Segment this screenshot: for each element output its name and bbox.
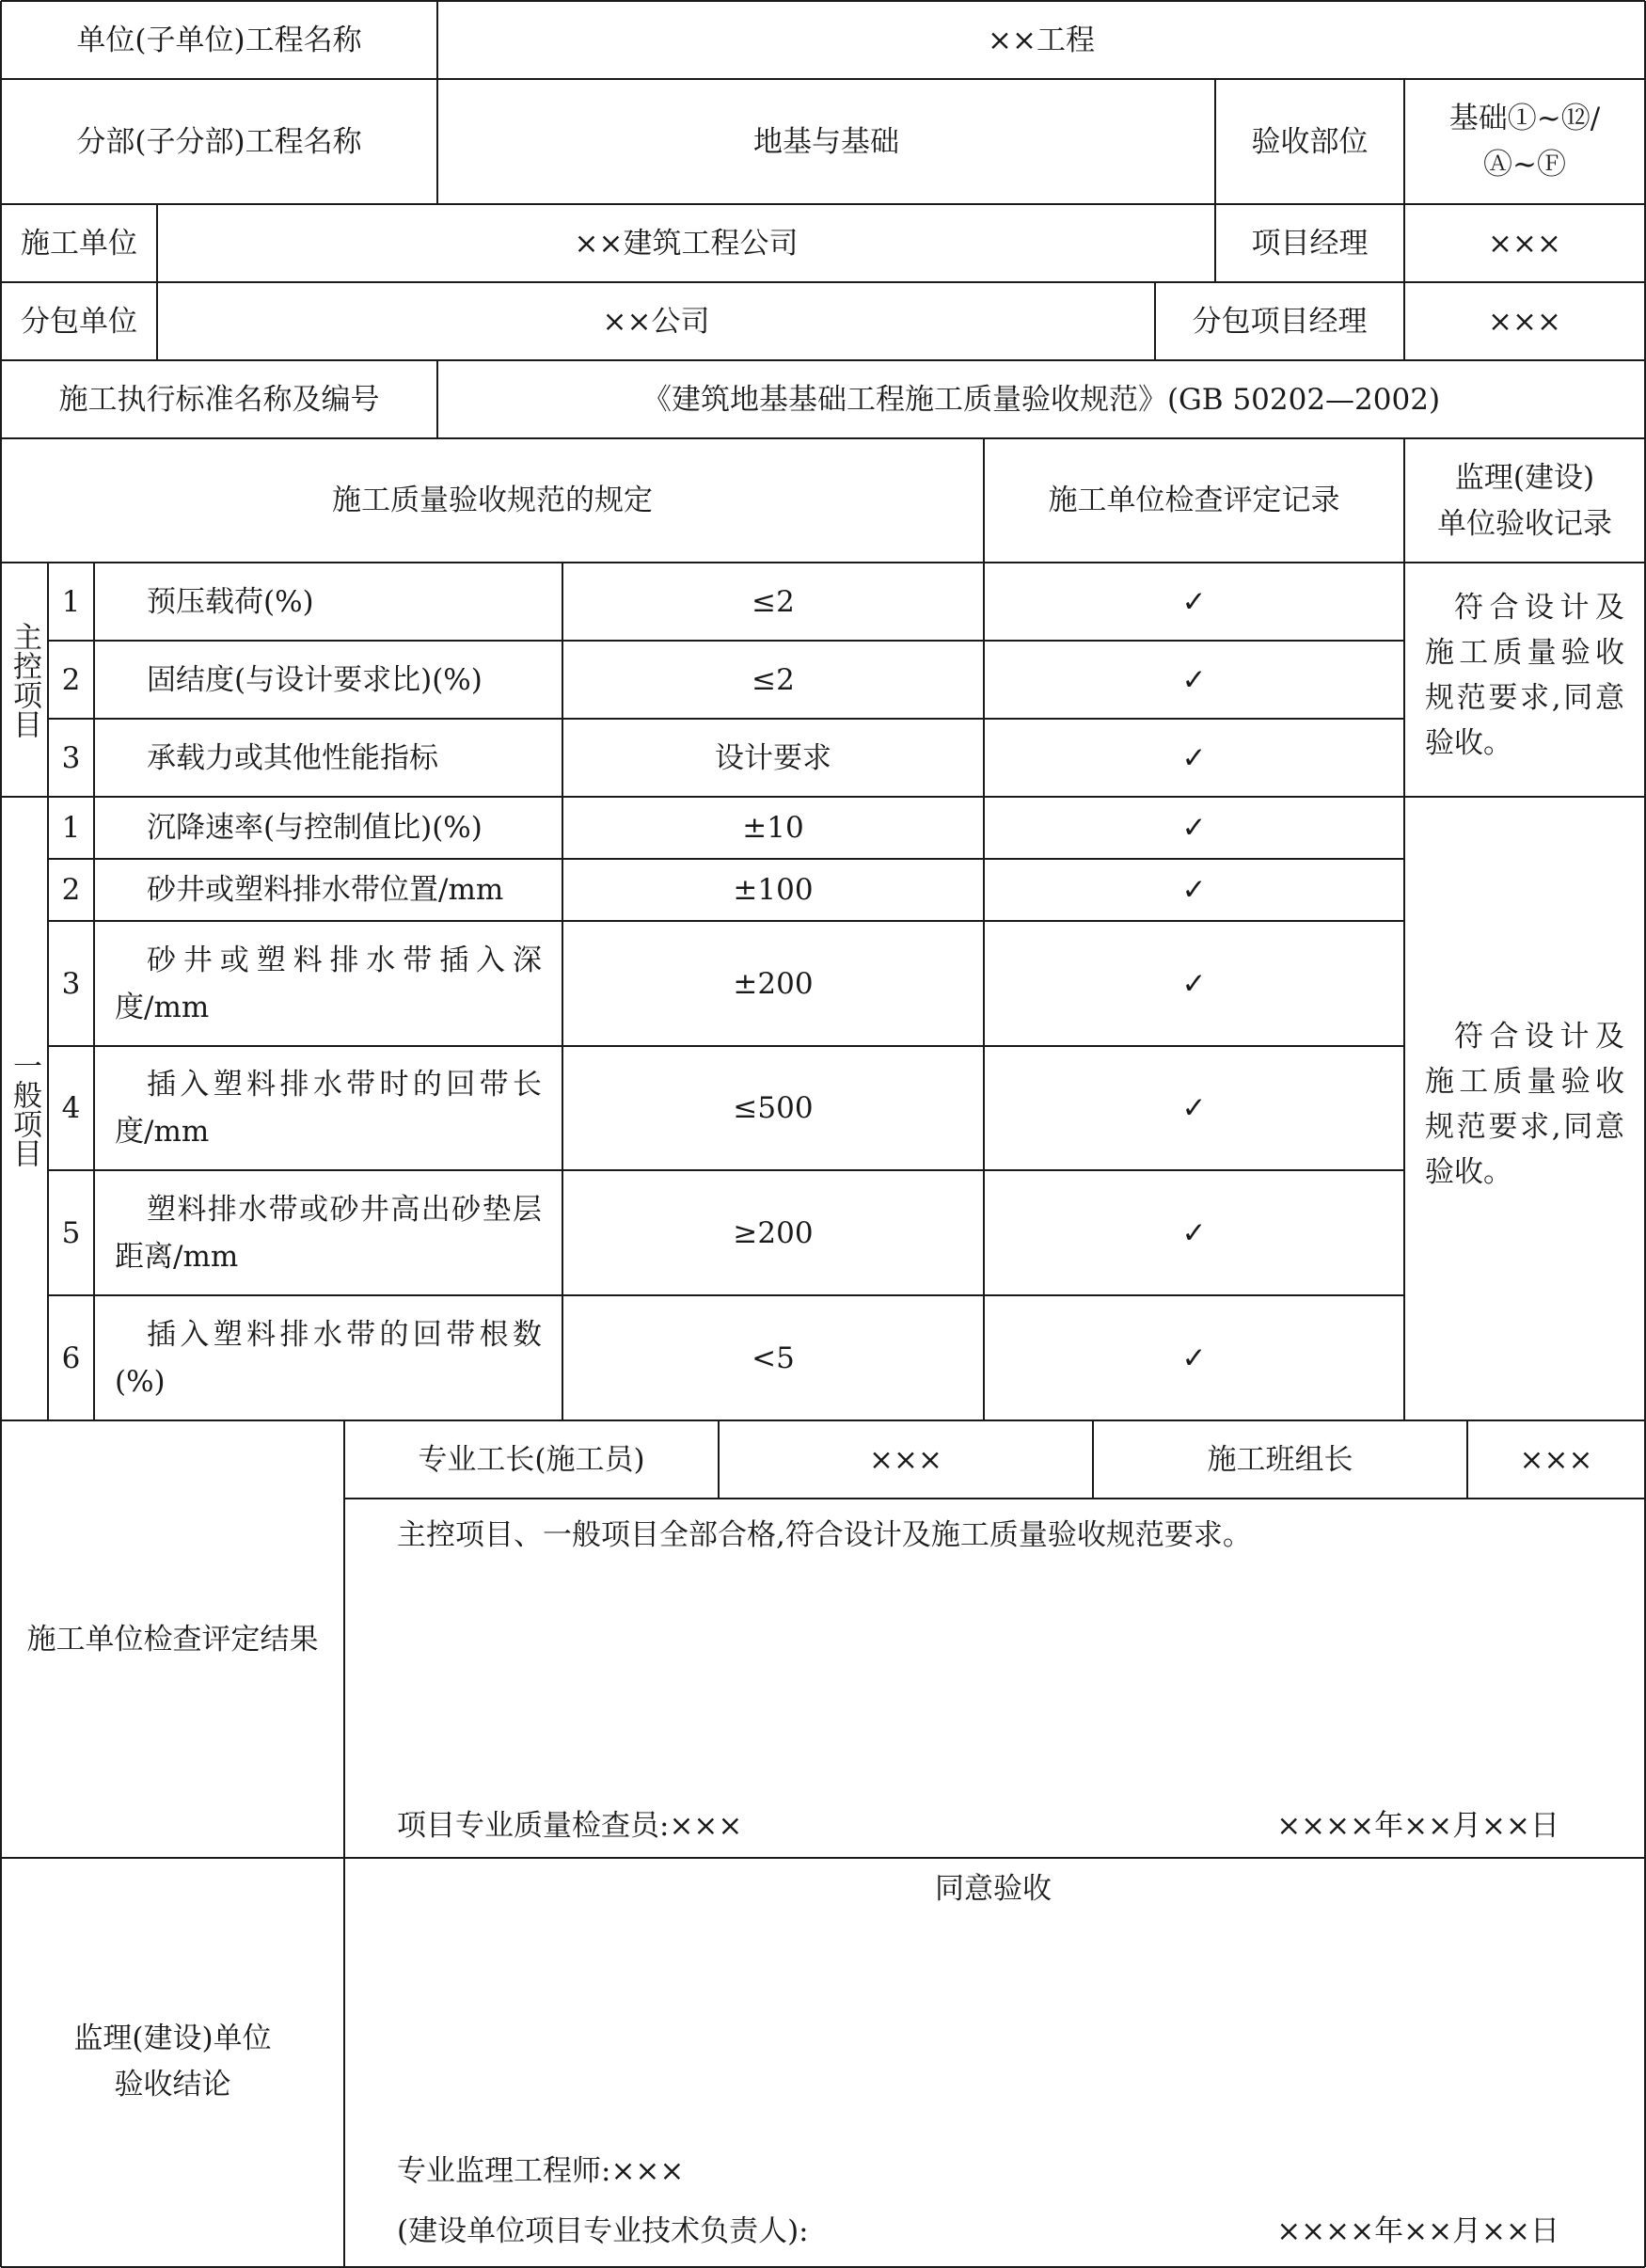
supervisor-record-header-line1: 监理(建设) — [1454, 461, 1595, 495]
foreman-label: 专业工长(施工员) — [418, 1443, 645, 1477]
item-spec: 设计要求 — [715, 741, 831, 775]
sub-project-manager-label: 分包项目经理 — [1192, 305, 1368, 339]
main-items-group-label: 主控项目 — [8, 622, 41, 738]
check-mark: ✓ — [1181, 1091, 1207, 1125]
unit-project-value: ××工程 — [988, 24, 1095, 57]
supervisor-label-line1: 监理(建设)单位 — [73, 2022, 272, 2055]
item-number: 2 — [61, 873, 81, 907]
item-spec: ≤500 — [733, 1091, 814, 1125]
contractor-label: 施工单位 — [21, 227, 137, 261]
owner-technical-lead: (建设单位项目专业技术负责人): — [397, 2214, 809, 2248]
check-mark: ✓ — [1181, 1216, 1207, 1250]
contractor-value: ××建筑工程公司 — [574, 227, 799, 261]
acceptance-location-line2: Ⓐ~Ⓕ — [1483, 148, 1566, 182]
project-manager-value: ××× — [1488, 227, 1561, 261]
supervisor-date: ××××年××月××日 — [1276, 2214, 1559, 2248]
check-mark: ✓ — [1181, 585, 1207, 619]
standard-value: 《建筑地基基础工程施工质量验收规范》(GB 50202—2002) — [641, 383, 1441, 417]
contractor-conclusion: 主控项目、一般项目全部合格,符合设计及施工质量验收规范要求。 — [397, 1518, 1252, 1552]
item-number: 3 — [61, 741, 81, 775]
quality-inspector: 项目专业质量检查员:××× — [397, 1809, 743, 1843]
item-description: 砂井或塑料排水带位置/mm — [147, 873, 504, 907]
team-leader-value: ××× — [1519, 1443, 1593, 1477]
acceptance-location-label: 验收部位 — [1251, 125, 1369, 159]
item-spec: ≤2 — [752, 585, 795, 619]
item-description: 沉降速率(与控制值比)(%) — [147, 811, 483, 845]
standard-label: 施工执行标准名称及编号 — [58, 383, 380, 417]
item-description: 预压载荷(%) — [147, 585, 314, 619]
subcontractor-label: 分包单位 — [21, 305, 137, 339]
item-number: 4 — [61, 1091, 81, 1125]
contractor-result-label: 施工单位检查评定结果 — [26, 1623, 319, 1657]
supervisor-conclusion-text: 同意验收 — [935, 1872, 1052, 1906]
contractor-date: ××××年××月××日 — [1276, 1809, 1559, 1843]
item-number: 1 — [61, 811, 81, 845]
supervising-engineer: 专业监理工程师:××× — [397, 2154, 685, 2188]
item-number: 3 — [61, 967, 81, 1001]
check-mark: ✓ — [1181, 1341, 1207, 1375]
check-mark: ✓ — [1181, 811, 1207, 845]
item-description: 插入塑料排水带时的回带长度/mm — [115, 1068, 542, 1149]
item-description: 插入塑料排水带的回带根数(%) — [115, 1318, 542, 1399]
unit-project-label: 单位(子单位)工程名称 — [76, 24, 362, 57]
item-number: 1 — [61, 585, 81, 619]
check-mark: ✓ — [1181, 873, 1207, 907]
general-items-supervisor-record: 符合设计及施工质量验收规范要求,同意验收。 — [1425, 1020, 1624, 1189]
item-number: 5 — [61, 1216, 81, 1250]
main-items-supervisor-record: 符合设计及施工质量验收规范要求,同意验收。 — [1425, 591, 1624, 760]
item-description: 砂井或塑料排水带插入深度/mm — [115, 944, 542, 1024]
check-mark: ✓ — [1181, 741, 1207, 775]
division-label: 分部(子分部)工程名称 — [76, 125, 362, 159]
item-spec: ±100 — [733, 873, 814, 907]
item-spec: ≥200 — [733, 1216, 814, 1250]
check-mark: ✓ — [1181, 663, 1207, 697]
team-leader-label: 施工班组长 — [1207, 1443, 1353, 1477]
item-number: 2 — [61, 663, 81, 697]
subcontractor-value: ××公司 — [602, 305, 710, 339]
check-mark: ✓ — [1181, 967, 1207, 1001]
item-spec: <5 — [752, 1341, 795, 1375]
item-description: 固结度(与设计要求比)(%) — [147, 663, 483, 697]
item-number: 6 — [61, 1341, 81, 1375]
supervisor-record-header-line2: 单位验收记录 — [1437, 507, 1612, 541]
contractor-record-header: 施工单位检查评定记录 — [1048, 484, 1340, 517]
division-value: 地基与基础 — [753, 125, 899, 159]
supervisor-label-line2: 验收结论 — [114, 2068, 231, 2101]
sub-project-manager-value: ××× — [1488, 305, 1561, 339]
item-spec: ±200 — [733, 967, 814, 1001]
foreman-value: ××× — [869, 1443, 942, 1477]
acceptance-location-line1: 基础①~⑫/ — [1448, 102, 1601, 135]
item-spec: ≤2 — [752, 663, 795, 697]
item-spec: ±10 — [742, 811, 804, 845]
spec-header: 施工质量验收规范的规定 — [332, 484, 653, 517]
item-description: 承载力或其他性能指标 — [147, 741, 438, 775]
item-description: 塑料排水带或砂井高出砂垫层距离/mm — [115, 1193, 542, 1274]
general-items-group-label: 一般项目 — [8, 1051, 41, 1167]
project-manager-label: 项目经理 — [1251, 227, 1369, 261]
